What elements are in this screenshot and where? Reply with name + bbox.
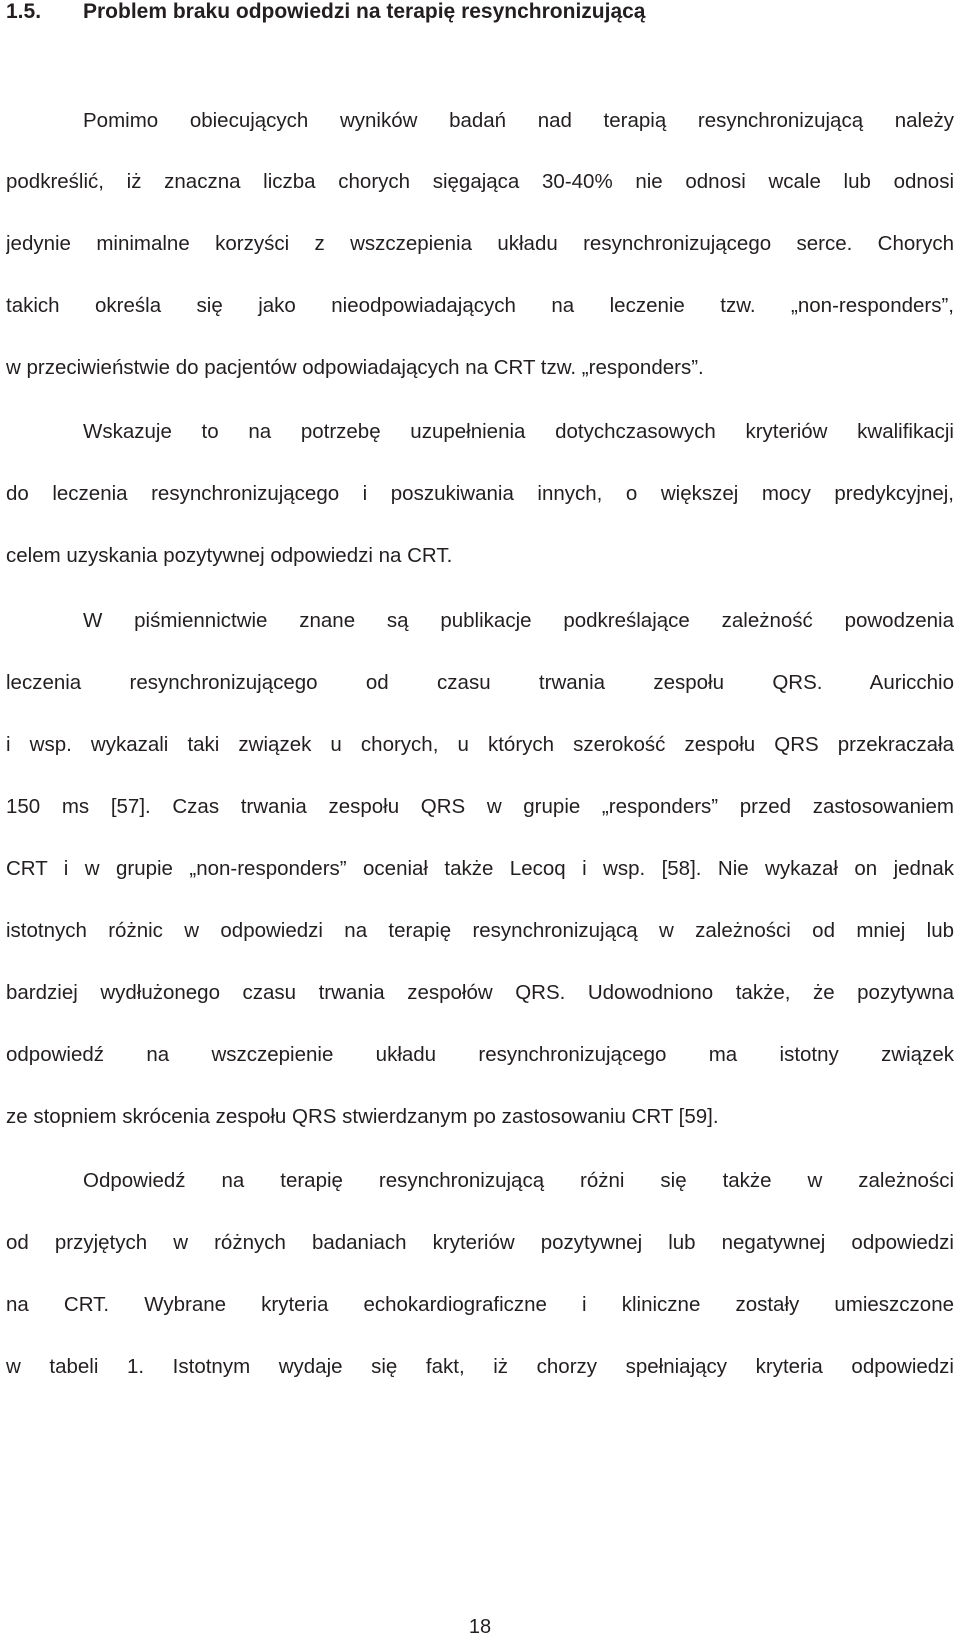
text-line: istotnych różnic w odpowiedzi na terapię resynchronizującą w zależności od mniej lub bbox=[6, 919, 954, 942]
text-line: takich określa się jako nieodpowiadających na leczenie tzw. „non-responders”, bbox=[6, 294, 954, 317]
page-number: 18 bbox=[468, 1616, 492, 1638]
text-line: na CRT. Wybrane kryteria echokardiograficzne i kliniczne zostały umieszczone bbox=[6, 1293, 954, 1316]
text-line: celem uzyskania pozytywnej odpowiedzi na CRT. bbox=[6, 544, 453, 567]
text-line: od przyjętych w różnych badaniach kryteriów pozytywnej lub negatywnej odpowiedzi bbox=[6, 1231, 954, 1254]
text-line: bardziej wydłużonego czasu trwania zespołów QRS. Udowodniono także, że pozytywna bbox=[6, 981, 954, 1004]
text-line: Pomimo obiecujących wyników badań nad terapią resynchronizującą należy bbox=[83, 109, 954, 132]
text-line: do leczenia resynchronizującego i poszukiwania innych, o większej mocy predykcyjnej, bbox=[6, 482, 954, 505]
text-line: podkreślić, iż znaczna liczba chorych sięgająca 30-40% nie odnosi wcale lub odnosi bbox=[6, 170, 954, 193]
text-line: Odpowiedź na terapię resynchronizującą różni się także w zależności bbox=[83, 1169, 954, 1192]
text-line: ze stopniem skrócenia zespołu QRS stwierdzanym po zastosowaniu CRT [59]. bbox=[6, 1105, 719, 1128]
section-heading bbox=[6, 0, 645, 24]
text-line: odpowiedź na wszczepienie układu resynchronizującego ma istotny związek bbox=[6, 1043, 954, 1066]
section-number: 1.5. bbox=[6, 0, 42, 23]
text-line: i wsp. wykazali taki związek u chorych, u których szerokość zespołu QRS przekraczała bbox=[6, 733, 954, 756]
text-line: Wskazuje to na potrzebę uzupełnienia dotychczasowych kryteriów kwalifikacji bbox=[83, 420, 954, 443]
text-line: 150 ms [57]. Czas trwania zespołu QRS w grupie „responders” przed zastosowaniem bbox=[6, 795, 954, 818]
text-line: w tabeli 1. Istotnym wydaje się fakt, iż chorzy spełniający kryteria odpowiedzi bbox=[6, 1355, 954, 1378]
text-line: W piśmiennictwie znane są publikacje podkreślające zależność powodzenia bbox=[83, 609, 954, 632]
section-title: Problem braku odpowiedzi na terapię resynchronizującą bbox=[83, 0, 646, 23]
text-line: w przeciwieństwie do pacjentów odpowiadających na CRT tzw. „responders”. bbox=[6, 356, 704, 379]
text-line: CRT i w grupie „non-responders” oceniał także Lecoq i wsp. [58]. Nie wykazał on jednak bbox=[6, 857, 954, 880]
text-line: leczenia resynchronizującego od czasu trwania zespołu QRS. Auricchio bbox=[6, 671, 954, 694]
text-line: jedynie minimalne korzyści z wszczepienia układu resynchronizującego serce. Chorych bbox=[6, 232, 954, 255]
